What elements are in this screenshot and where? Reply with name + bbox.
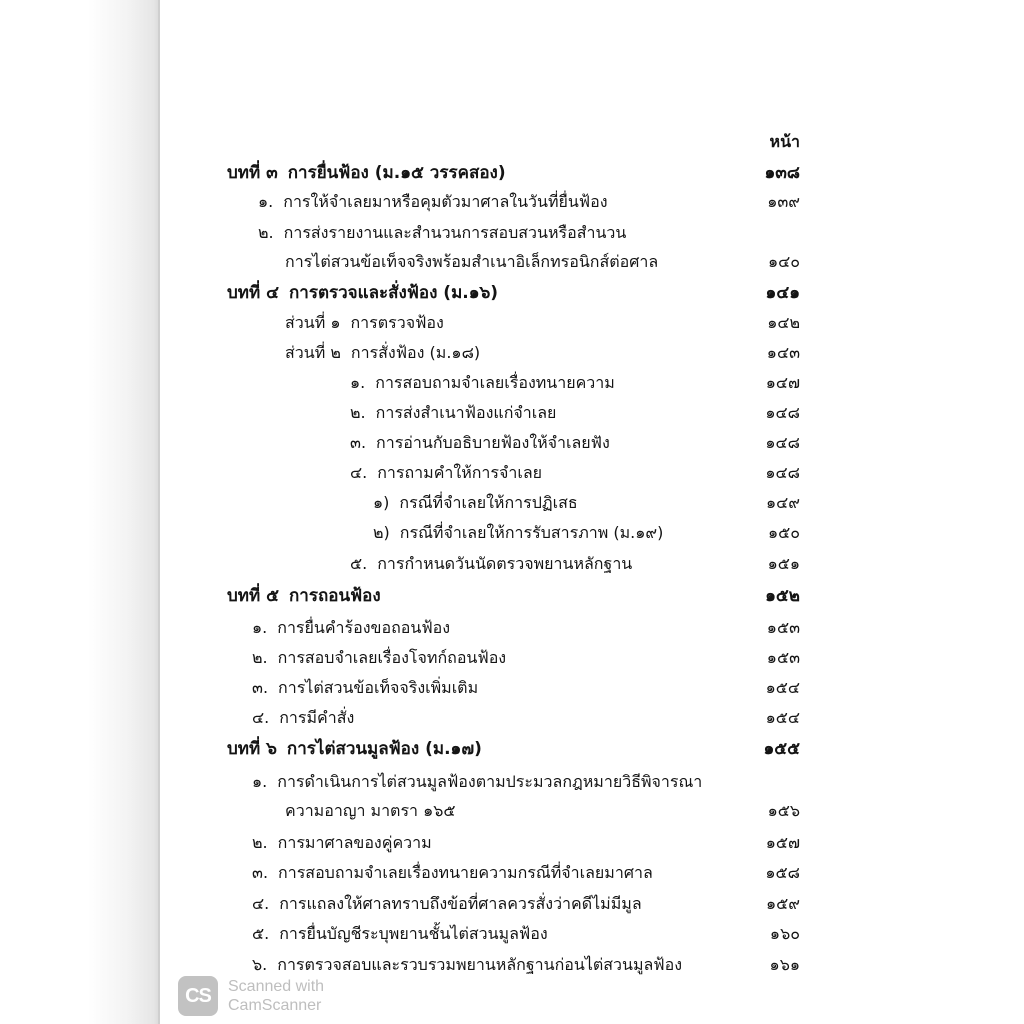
watermark-text (228, 977, 324, 1015)
entry-number: ๒. (252, 833, 268, 852)
chapter-heading (0, 162, 1024, 184)
entry-text (285, 342, 480, 364)
entry-title: การสอบถามจำเลยเรื่องทนายความกรณีที่จำเลยมาศาล (278, 863, 653, 882)
entry-page-number: ๑๕๗ (765, 833, 800, 852)
entry-title: การยื่นคำร้องขอถอนฟ้อง (277, 618, 451, 637)
entry-title: การแถลงให้ศาลทราบถึงข้อที่ศาลควรสั่งว่าคดีไม่มีมูล (279, 894, 642, 913)
chapter-heading (0, 738, 1024, 760)
toc-entry (0, 677, 1024, 699)
entry-title: การตรวจฟ้อง (350, 313, 444, 332)
entry-number: ๑) (373, 493, 390, 512)
entry-title: การมาศาลของคู่ความ (277, 833, 432, 852)
toc-entry (0, 462, 1024, 484)
entry-text (285, 800, 456, 822)
entry-page-number: ๑๔๓ (766, 343, 800, 362)
watermark-line-1: Scanned with (228, 978, 325, 995)
toc-entry (0, 312, 1024, 334)
toc-entry (0, 954, 1024, 976)
entry-text (258, 222, 626, 244)
toc-entry (0, 432, 1024, 454)
entry-page-number: ๑๔๗ (765, 373, 800, 392)
entry-text (252, 647, 506, 669)
toc-entry (0, 647, 1024, 669)
entry-title: ความอาญา มาตรา ๑๖๕ (285, 801, 456, 820)
entry-text (258, 191, 608, 213)
entry-page-number: ๑๕๕ (763, 739, 800, 759)
toc-entry (0, 893, 1024, 915)
entry-number: บทที่ ๕ (227, 586, 279, 606)
page-column-header: หน้า (769, 132, 800, 151)
toc-entry (0, 251, 1024, 273)
entry-title: การกำหนดวันนัดตรวจพยานหลักฐาน (377, 554, 633, 573)
entry-page-number: ๑๔๒ (767, 313, 800, 332)
entry-number: ๑. (252, 772, 268, 791)
entry-text (350, 432, 610, 454)
toc-entry (0, 923, 1024, 945)
toc-entry (0, 553, 1024, 575)
entry-page-number: ๑๓๘ (764, 163, 800, 183)
camscanner-watermark (178, 974, 324, 1018)
entry-page-number: ๑๔๙ (766, 493, 800, 512)
entry-number: ๔. (252, 708, 270, 727)
entry-page-number: ๑๕๓ (766, 618, 800, 637)
entry-text (252, 677, 478, 699)
chapter-heading (0, 585, 1024, 607)
entry-title: การตรวจและสั่งฟ้อง (ม.๑๖) (289, 283, 499, 303)
entry-title: การส่งสำเนาฟ้องแก่จำเลย (375, 403, 557, 422)
entry-number: ๖. (252, 955, 268, 974)
toc-entry (0, 862, 1024, 884)
entry-page-number: ๑๕๓ (766, 648, 800, 667)
entry-number: ส่วนที่ ๒ (285, 343, 341, 362)
entry-title: การส่งรายงานและสำนวนการสอบสวนหรือสำนวน (283, 223, 627, 242)
entry-title: การสั่งฟ้อง (ม.๑๘) (350, 343, 481, 362)
entry-text (350, 402, 556, 424)
toc-entry (0, 492, 1024, 514)
entry-text (373, 522, 663, 544)
entry-number: ส่วนที่ ๑ (285, 313, 341, 332)
toc-entry (0, 617, 1024, 639)
entry-page-number: ๑๔๘ (765, 433, 800, 452)
entry-number: ๑. (350, 373, 366, 392)
entry-number: ๒. (258, 223, 274, 242)
toc-entry (0, 191, 1024, 213)
entry-text (285, 251, 658, 273)
entry-page-number: ๑๕๔ (765, 708, 800, 727)
entry-title: การยื่นฟ้อง (ม.๑๕ วรรคสอง) (287, 163, 506, 183)
entry-page-number: ๑๕๙ (766, 894, 800, 913)
entry-page-number: ๑๕๒ (765, 586, 800, 606)
chapter-heading (0, 282, 1024, 304)
entry-text (373, 492, 578, 514)
entry-text (252, 617, 450, 639)
entry-title: การถอนฟ้อง (289, 586, 381, 606)
entry-text (252, 771, 702, 793)
entry-title: การไต่สวนข้อเท็จจริงพร้อมสำเนาอิเล็กทรอนิกส์ต่อศาล (285, 252, 659, 271)
toc-entry (0, 771, 1024, 793)
entry-page-number: ๑๕๐ (767, 523, 800, 542)
entry-number: บทที่ ๖ (227, 739, 277, 759)
entry-text (350, 372, 615, 394)
entry-page-number: ๑๕๖ (767, 801, 800, 820)
entry-text (252, 862, 653, 884)
entry-title: การสอบจำเลยเรื่องโจทก์ถอนฟ้อง (277, 648, 507, 667)
entry-title: กรณีที่จำเลยให้การปฏิเสธ (399, 493, 578, 512)
toc-entry (0, 342, 1024, 364)
entry-title: การอ่านกับอธิบายฟ้องให้จำเลยฟัง (376, 433, 610, 452)
entry-title: การไต่สวนมูลฟ้อง (ม.๑๗) (286, 739, 482, 759)
entry-page-number: ๑๖๑ (769, 955, 800, 974)
entry-title: การยื่นบัญชีระบุพยานชั้นไต่สวนมูลฟ้อง (279, 924, 548, 943)
entry-text (227, 162, 506, 184)
camscanner-logo-icon: CS (178, 976, 218, 1016)
entry-page-number: ๑๕๔ (765, 678, 800, 697)
entry-page-number: ๑๕๑ (767, 554, 800, 573)
entry-number: ๕. (350, 554, 368, 573)
entry-number: ๒. (252, 648, 268, 667)
toc-entry (0, 372, 1024, 394)
entry-title: การดำเนินการไต่สวนมูลฟ้องตามประมวลกฎหมายวิธีพิจารณา (277, 772, 703, 791)
entry-number: ๕. (252, 924, 270, 943)
entry-page-number: ๑๔๑ (765, 283, 800, 303)
toc-entry (0, 707, 1024, 729)
entry-page-number: ๑๔๘ (765, 403, 800, 422)
entry-text (285, 312, 444, 334)
entry-title: การตรวจสอบและรวบรวมพยานหลักฐานก่อนไต่สวนมูลฟ้อง (277, 955, 683, 974)
entry-text (350, 553, 632, 575)
entry-text (227, 585, 381, 607)
entry-number: บทที่ ๓ (227, 163, 278, 183)
entry-text (252, 707, 354, 729)
entry-number: ๓. (252, 678, 269, 697)
toc-entry (0, 832, 1024, 854)
entry-number: ๓. (252, 863, 269, 882)
entry-text (252, 954, 682, 976)
entry-text (252, 832, 432, 854)
toc-entry (0, 800, 1024, 822)
entry-text (227, 282, 498, 304)
entry-title: การมีคำสั่ง (279, 708, 355, 727)
entry-title: การให้จำเลยมาหรือคุมตัวมาศาลในวันที่ยื่นฟ้อง (283, 192, 608, 211)
entry-page-number: ๑๔๐ (767, 252, 800, 271)
entry-number: ๑. (252, 618, 268, 637)
entry-number: ๒. (350, 403, 366, 422)
entry-text (350, 462, 542, 484)
entry-title: กรณีที่จำเลยให้การรับสารภาพ (ม.๑๙) (399, 523, 664, 542)
entry-page-number: ๑๓๙ (767, 192, 800, 211)
entry-title: การสอบถามจำเลยเรื่องทนายความ (375, 373, 615, 392)
entry-text (252, 923, 548, 945)
entry-text (227, 738, 482, 760)
toc-entry (0, 402, 1024, 424)
entry-title: การถามคำให้การจำเลย (377, 463, 543, 482)
entry-number: ๓. (350, 433, 367, 452)
watermark-line-2: CamScanner (228, 997, 322, 1014)
toc-entry (0, 222, 1024, 244)
entry-number: ๒) (373, 523, 390, 542)
entry-page-number: ๑๕๘ (765, 863, 800, 882)
entry-page-number: ๑๖๐ (769, 924, 800, 943)
entry-number: บทที่ ๔ (227, 283, 279, 303)
entry-page-number: ๑๔๘ (765, 463, 800, 482)
entry-number: ๔. (252, 894, 270, 913)
entry-title: การไต่สวนข้อเท็จจริงเพิ่มเติม (278, 678, 479, 697)
entry-number: ๔. (350, 463, 368, 482)
entry-number: ๑. (258, 192, 274, 211)
entry-text (252, 893, 642, 915)
toc-entry (0, 522, 1024, 544)
